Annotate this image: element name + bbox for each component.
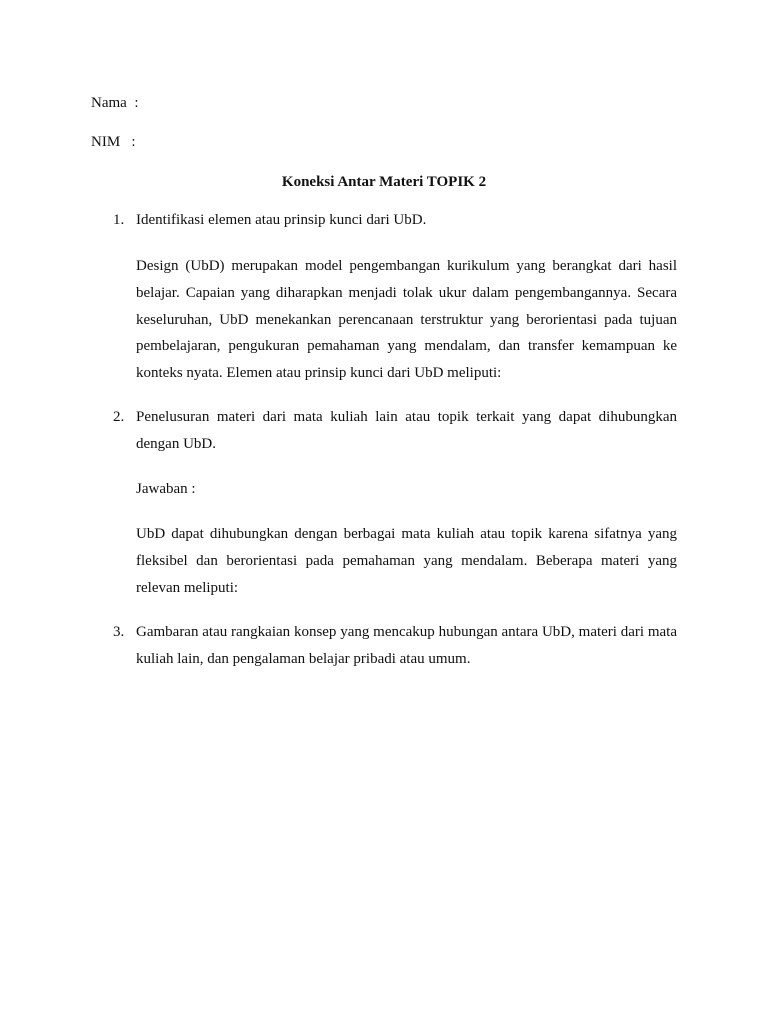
nama-field-label: Nama :	[91, 95, 139, 111]
nim-field-label: NIM :	[91, 134, 136, 150]
document-title: Koneksi Antar Materi TOPIK 2	[281, 174, 487, 190]
question-text: Penelusuran materi dari mata kuliah lain atau topik terkait yang dapat dihubungkan dengan UbD.	[136, 409, 677, 452]
question-text: Identifikasi elemen atau prinsip kunci dari UbD.	[136, 212, 427, 228]
answer-paragraph: UbD dapat dihubungkan dengan berbagai mata kuliah atau topik karena sifatnya yang fleksibel dan berorientasi pada pemahaman yang mendalam. Beberapa materi yang relevan meliputi:	[136, 526, 677, 596]
item-number: 1.	[113, 212, 125, 228]
item-number: 2.	[113, 409, 125, 425]
answer-label: Jawaban :	[136, 481, 196, 497]
item-number: 3.	[113, 624, 125, 640]
question-text: Gambaran atau rangkaian konsep yang mencakup hubungan antara UbD, materi dari mata kuliah lain, dan pengalaman belajar pribadi atau umum.	[136, 624, 677, 667]
answer-paragraph: Design (UbD) merupakan model pengembangan kurikulum yang berangkat dari hasil belajar. Capaian yang diharapkan menjadi tolak ukur dalam pengembangannya. Secara keseluruhan, UbD menekankan perencanaan terstruktur yang berorientasi pada tujuan pembelajaran, pengukuran pemahaman yang mendalam, dan transfer kemampuan ke konteks nyata. Elemen atau prinsip kunci dari UbD meliputi:	[136, 258, 677, 382]
